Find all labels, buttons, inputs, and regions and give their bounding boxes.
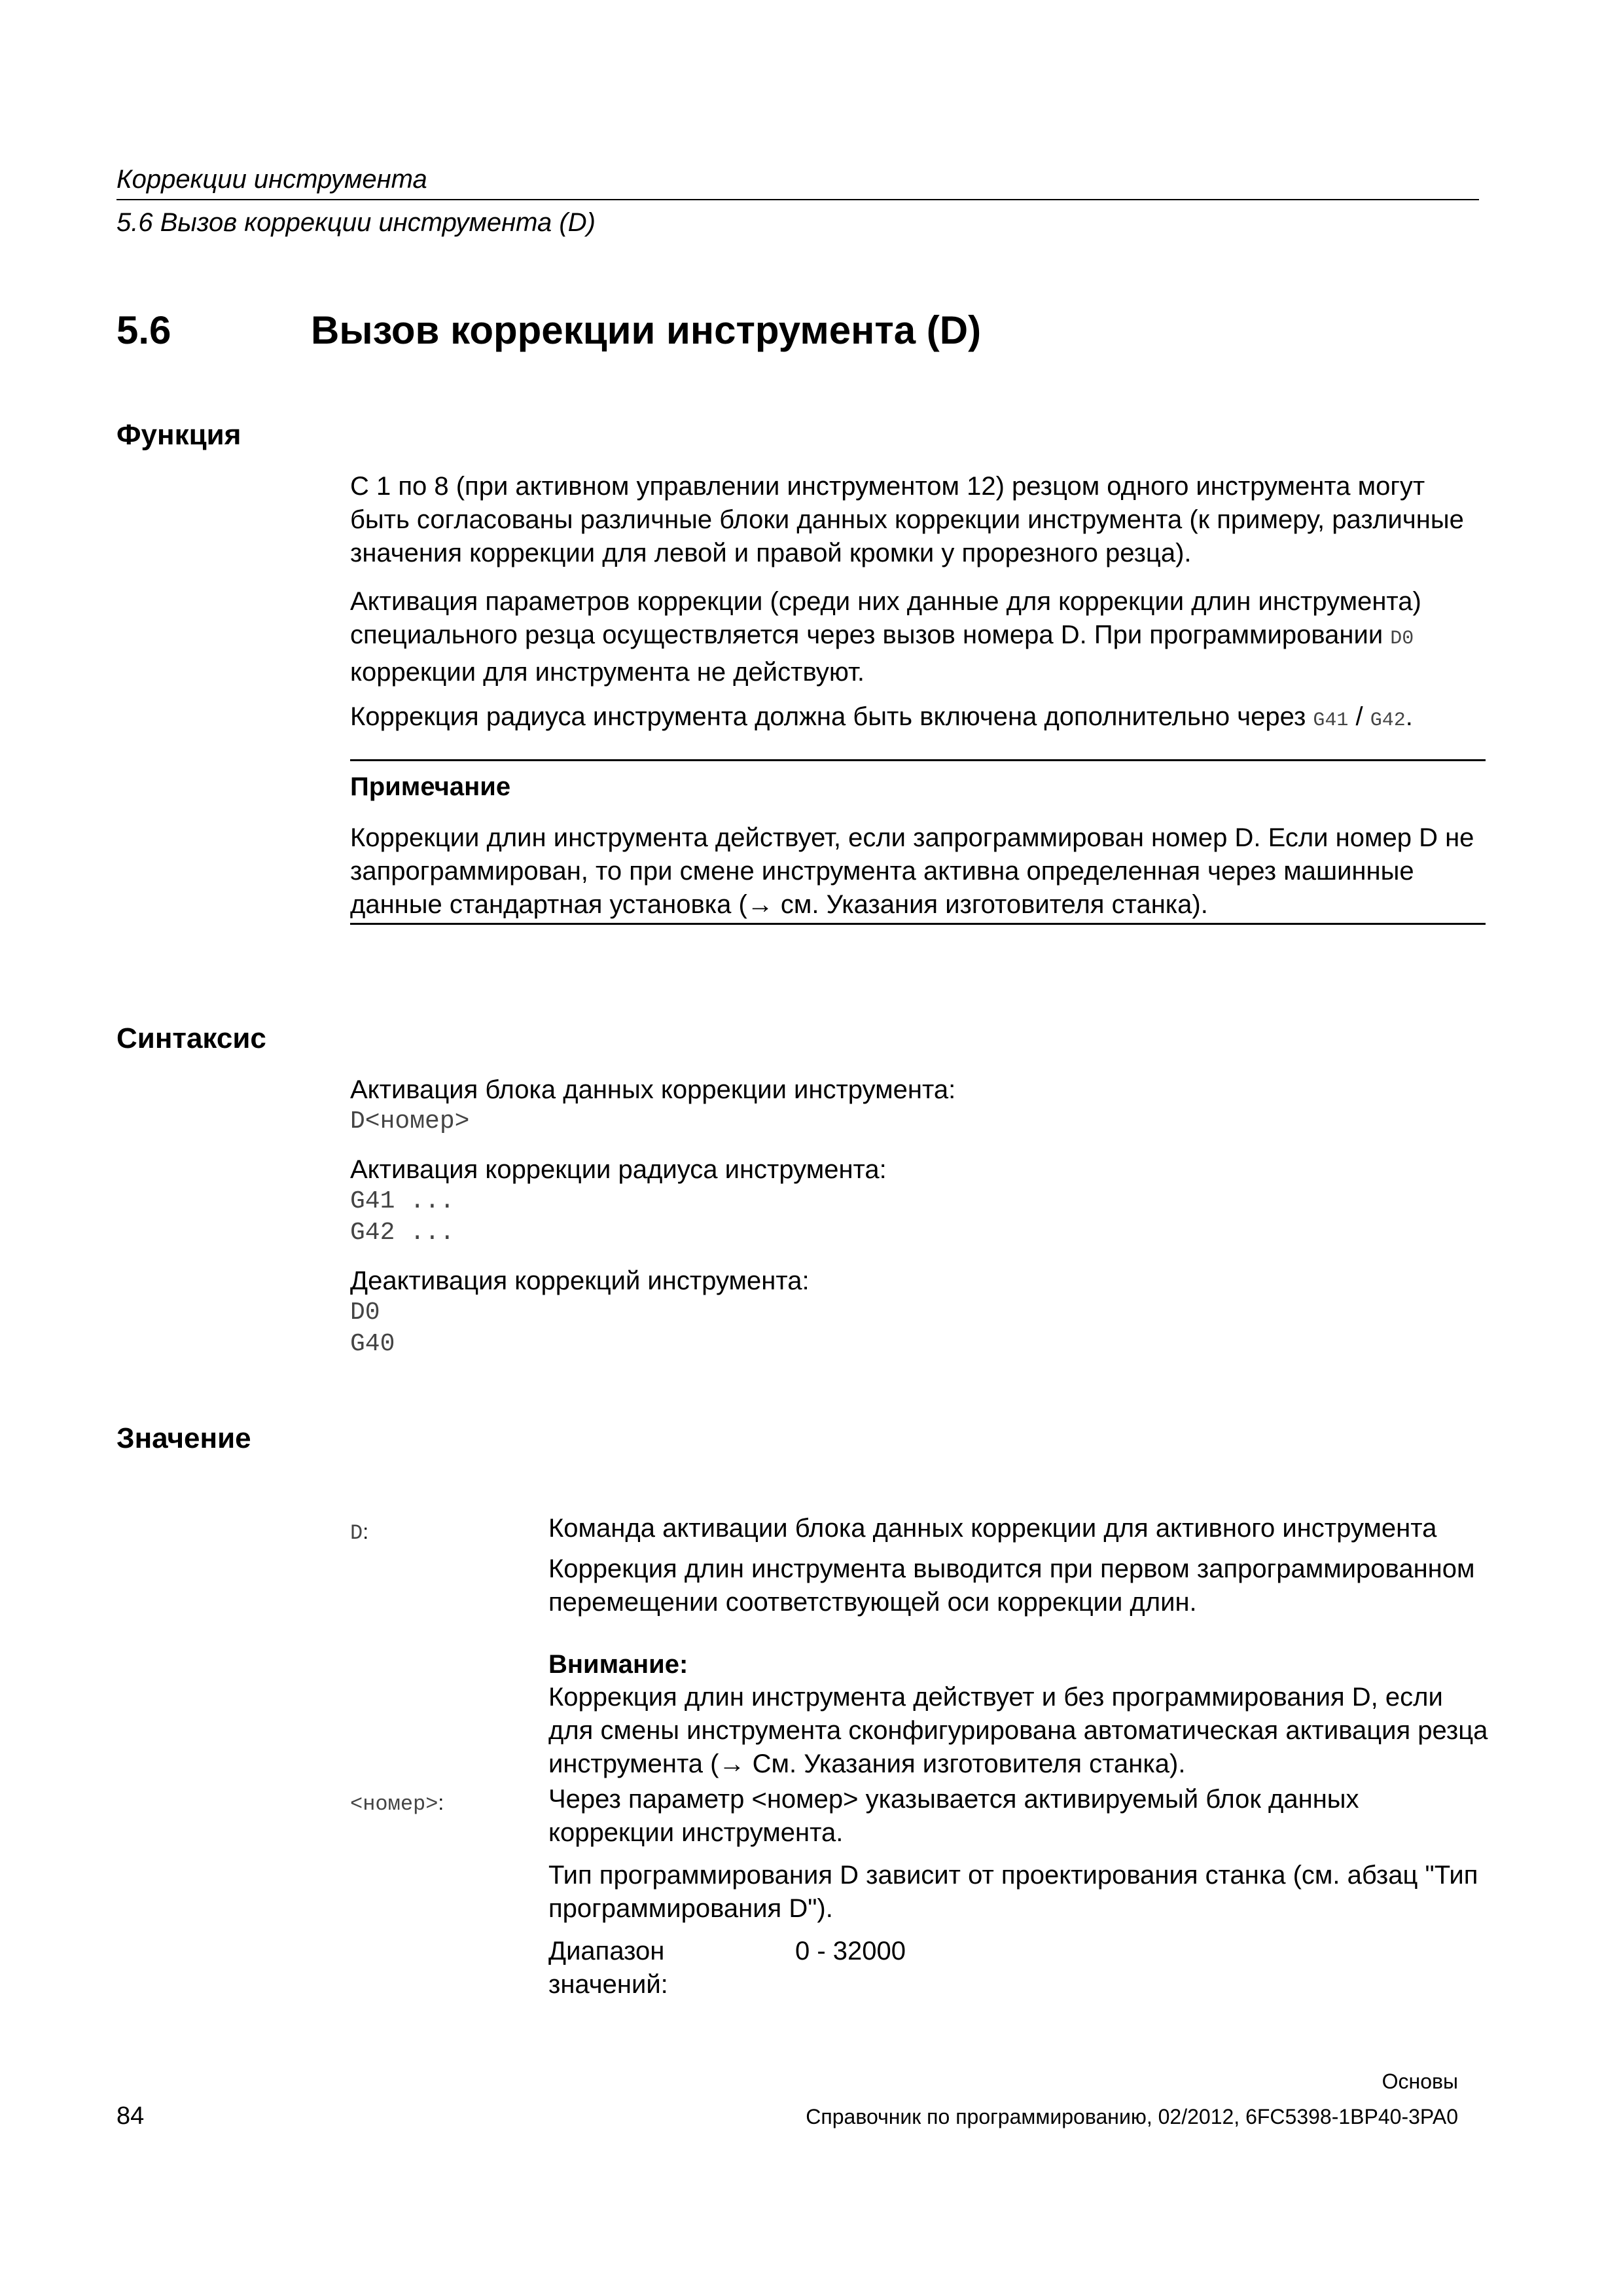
meaning-range-value: 0 - 32000 [795, 1937, 906, 1965]
meaning-range-label: Диапазон значений: [548, 1937, 668, 1999]
running-header-section: 5.6 Вызов коррекции инструмента (D) [116, 208, 596, 237]
syntax-label-1: Активация блока данных коррекции инструмента: [350, 1075, 956, 1104]
note-title: Примечание [350, 772, 511, 801]
syntax-code-g40: G40 [350, 1330, 395, 1358]
function-para-3-code-g41: G41 [1313, 709, 1349, 732]
function-para-2-tail: коррекции для инструмента не действуют. [350, 658, 865, 687]
running-header-chapter: Коррекции инструмента [116, 165, 427, 194]
function-para-2 [350, 585, 1489, 689]
meaning-d-line-1: Команда активации блока данных коррекции для активного инструмента [548, 1514, 1437, 1543]
meaning-term-nomer-code: <номер> [350, 1792, 438, 1816]
footer-reference: Справочник по программированию, 02/2012, 6FC5398-1BP40-3PA0 [806, 2105, 1458, 2128]
meaning-term-d [350, 1520, 368, 1545]
syntax-code-g41: G41 ... [350, 1187, 455, 1215]
function-para-3-text: Коррекция радиуса инструмента должна быть включена дополнительно через [350, 702, 1313, 731]
syntax-code-d0: D0 [350, 1299, 380, 1327]
meaning-nomer-line-1: Через параметр <номер> указывается активируемый блок данных коррекции инструмента. [548, 1785, 1359, 1847]
meaning-d-line-2: Коррекция длин инструмента выводится при первом запрограммированном перемещении соответствующей оси коррекции длин. [548, 1554, 1475, 1617]
function-heading: Функция [116, 419, 241, 451]
function-para-2-code: D0 [1390, 628, 1414, 650]
syntax-code-g42: G42 ... [350, 1219, 455, 1247]
meaning-term-nomer [350, 1791, 444, 1816]
meaning-nomer-line-2: Тип программирования D зависит от проектирования станка (см. абзац "Тип программирования D"). [548, 1861, 1478, 1923]
syntax-heading: Синтаксис [116, 1022, 266, 1054]
meaning-term-nomer-colon: : [438, 1791, 444, 1814]
note-top-rule [350, 759, 1486, 761]
meaning-attention-text: Коррекция длин инструмента действует и без программирования D, если для смены инструмента сконфигурирована автоматическая активация резца инструмента (→ См. Указания изготовителя станка). [548, 1683, 1488, 1778]
section-title: Вызов коррекции инструмента (D) [311, 308, 982, 352]
note-bottom-rule [350, 923, 1486, 925]
meaning-attention-label: Внимание: [548, 1650, 688, 1679]
footer-page-number: 84 [116, 2102, 145, 2130]
function-para-3 [350, 700, 1489, 738]
meaning-heading: Значение [116, 1422, 251, 1454]
function-para-3-sep: / [1348, 702, 1370, 731]
syntax-label-2: Активация коррекции радиуса инструмента: [350, 1155, 887, 1184]
function-para-1: С 1 по 8 (при активном управлении инструментом 12) резцом одного инструмента могут быть согласованы различные блоки данных коррекции инструмента (к примеру, различные значения коррекции для левой и правой кромки у прорезного резца). [350, 472, 1464, 567]
syntax-code-d-nomer: D<номер> [350, 1107, 470, 1136]
section-number: 5.6 [116, 308, 171, 352]
function-para-3-code-g42: G42 [1370, 709, 1406, 732]
function-para-3-end: . [1405, 702, 1413, 731]
header-rule [116, 199, 1479, 200]
footer-book: Основы [1382, 2070, 1458, 2093]
meaning-term-d-code: D [350, 1521, 363, 1545]
note-text: Коррекции длин инструмента действует, если запрограммирован номер D. Если номер D не запрограммирован, то при смене инструмента активна определенная через машинные данные стандартная установка (→ см. Указания изготовителя станка). [350, 823, 1474, 919]
meaning-term-d-colon: : [363, 1520, 369, 1543]
function-para-2-text: Активация параметров коррекции (среди них данные для коррекции длин инструмента) специального резца осуществляется через вызов номера D. При программировании [350, 587, 1421, 649]
syntax-label-3: Деактивация коррекций инструмента: [350, 1266, 810, 1295]
